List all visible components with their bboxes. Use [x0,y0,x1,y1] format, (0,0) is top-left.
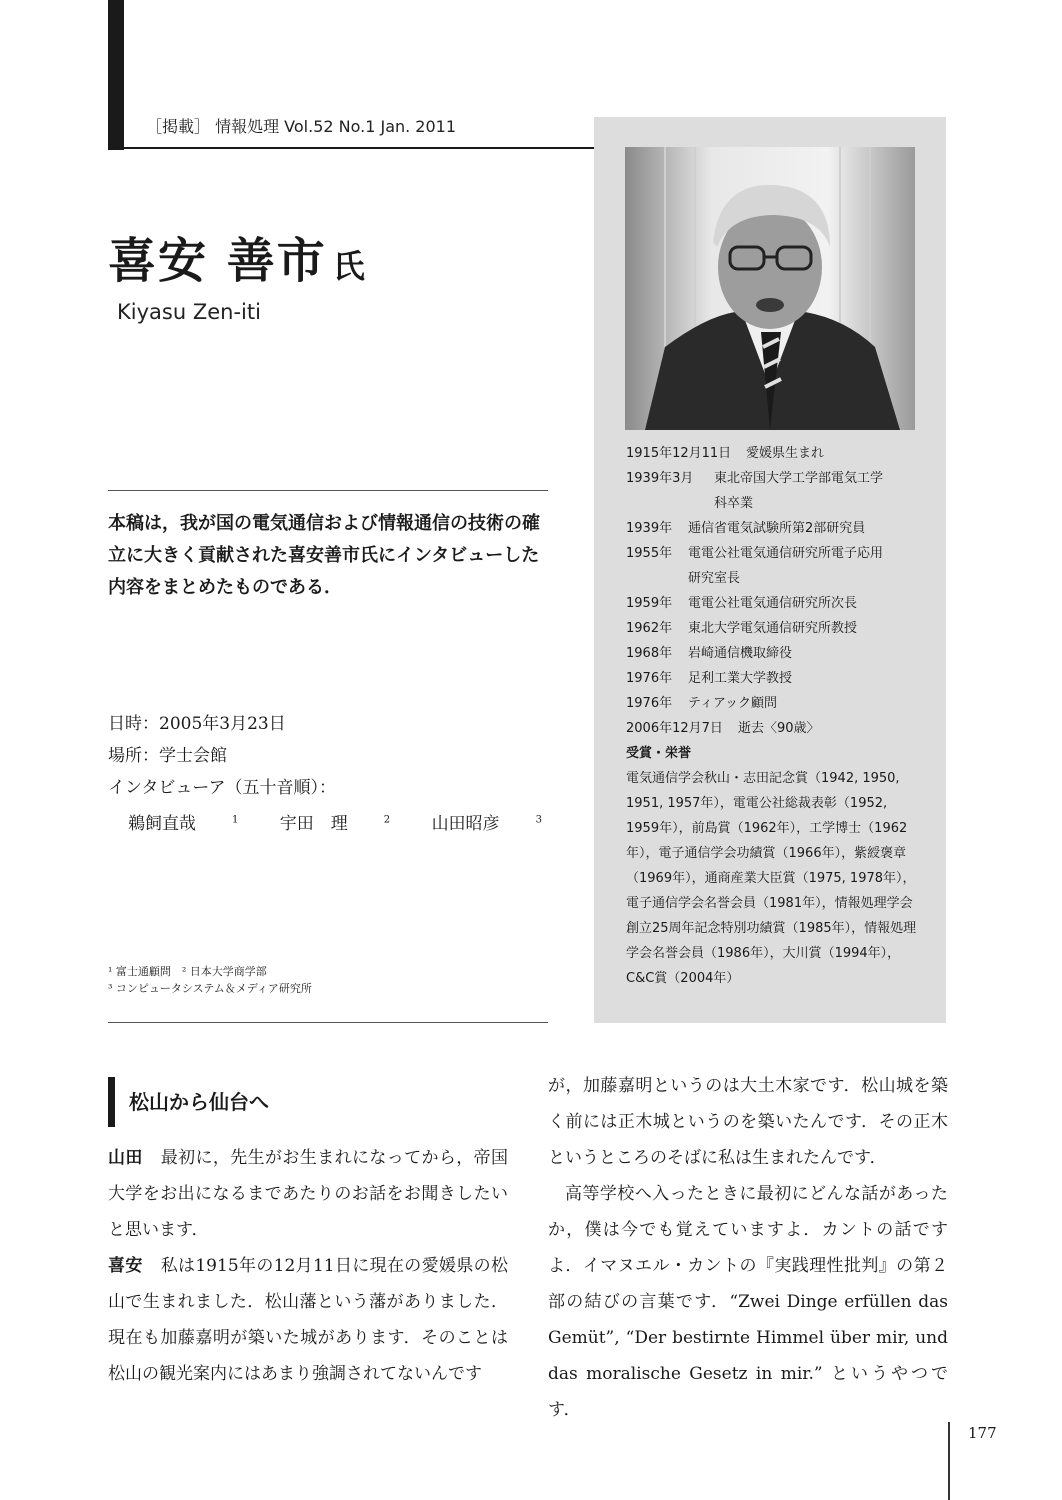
interviewer: 山田昭彦 $^3$ [431,813,542,834]
interview-meta [108,708,578,840]
abstract-top-rule [108,490,548,491]
dialogue-paragraph [108,1140,508,1248]
dialogue-paragraph: が，加藤嘉明というのは大土木家です．松山城を築く前には正木城というのを築いたんです．その正木というところのそばに私は生まれたんです． [548,1076,948,1168]
biography [626,441,926,991]
awards-heading: 受賞・栄誉 [626,746,692,761]
bio-entry: 1915年12月11日 愛媛県生まれ [626,446,825,461]
profile-sidebar [594,117,946,1023]
front-matter-bottom-rule [108,1022,548,1023]
bio-entry: 1962年 東北大学電気通信研究所教授 [626,621,858,636]
abstract: 本稿は，我が国の電気通信および情報通信の技術の確立に大きく貢献された喜安善市氏にインタビューした内容をまとめたものである． [108,513,540,598]
affiliation-footnotes [108,963,312,997]
bio-entry: 1968年 岩崎通信機取締役 [626,646,793,661]
bio-entry: 1955年 電電公社電気通信研究所電子応用 [626,546,884,561]
interviewer: 鵜飼直哉 $^1$ [128,813,239,834]
portrait-photo [625,147,915,430]
interviewers-list [108,804,578,840]
dialogue-text: 私は1915年の12月11日に現在の愛媛県の松山で生まれました．松山藩という藩がありました．現在も加藤嘉明が築いた城があります．そのことは松山の観光案内にはあまり強調されてないんです [108,1256,509,1384]
speaker-label: 山田 [108,1148,143,1168]
footnote-line: ¹ 富士通顧問 ² 日本大学商学部 [108,965,267,978]
awards-text: 電気通信学会秋山・志田記念賞（1942, 1950, 1951, 1957年），電電公社総裁表彰（1952, 1959年），前島賞（1962年），工学博士（1962年），電子通信学会功績賞（1966年），紫綬褒章（1969年），通商産業大臣賞（1975, 1978年），電子通信学会名誉会員（1981年），情報処理学会創立25周年記念特別功績賞（1985年），情報処理学会名誉会員（1986年），大川賞（1994年），C&C賞（2004年） [626,771,917,986]
name-text: 喜安 善市 [108,233,327,289]
bio-entry: 1976年 ティアック顧問 [626,696,778,711]
interviewer: 宇田 理 $^2$ [279,813,391,834]
dialogue-paragraph [108,1248,508,1392]
interviewee-name-en: Kiyasu Zen-iti [117,300,261,324]
bio-entry: 1976年 足利工業大学教授 [626,671,793,686]
bio-entry: 1939年 逓信省電気試験所第2部研究員 [626,521,866,536]
speaker-label: 喜安 [108,1256,143,1276]
bio-entry: 1959年 電電公社電気通信研究所次長 [626,596,858,611]
header-rule [108,147,595,149]
body-column-left [108,1140,508,1392]
interviewee-name-ja [108,222,367,291]
footnote-line: ³ コンピュータシステム＆メディア研究所 [108,982,312,995]
journal-citation: ［掲載］ 情報処理 Vol.52 No.1 Jan. 2011 [146,117,457,136]
portrait-image [625,147,915,430]
bio-entry: 1939年3月 東北帝国大学工学部電気工学 [626,471,884,486]
interviewers-label: インタビューア（五十音順）： [108,778,336,798]
body-column-right [548,1068,948,1428]
page-number: 177 [968,1424,997,1442]
bio-entry-continued: 科卒業 [714,496,754,511]
dialogue-paragraph: 高等学校へ入ったときに最初にどんな話があったか，僕は今でも覚えていますよ．カントの話ですよ．イマヌエル・カントの『実践理性批判』の第２部の結びの言葉です．“Zwei Dinge erfüllen das Gemüt”, “Der bestirnte Himmel über mir, und das moralische Gesetz in mir.” というやつです． [548,1184,948,1420]
dialogue-text: 最初に，先生がお生まれになってから，帝国大学をお出になるまであたりのお話をお聞きしたいと思います． [108,1148,509,1240]
honorific: 氏 [332,247,367,285]
interview-date: 日時：2005年3月23日 [108,714,286,734]
header-accent-bar [108,0,124,150]
page-number-rule [948,1422,950,1500]
section-heading: 松山から仙台へ [108,1077,269,1127]
bio-entry: 2006年12月7日 逝去〈90歳〉 [626,721,820,736]
interview-place: 場所：学士会館 [108,746,227,766]
bio-entry-continued: 研究室長 [688,571,741,586]
